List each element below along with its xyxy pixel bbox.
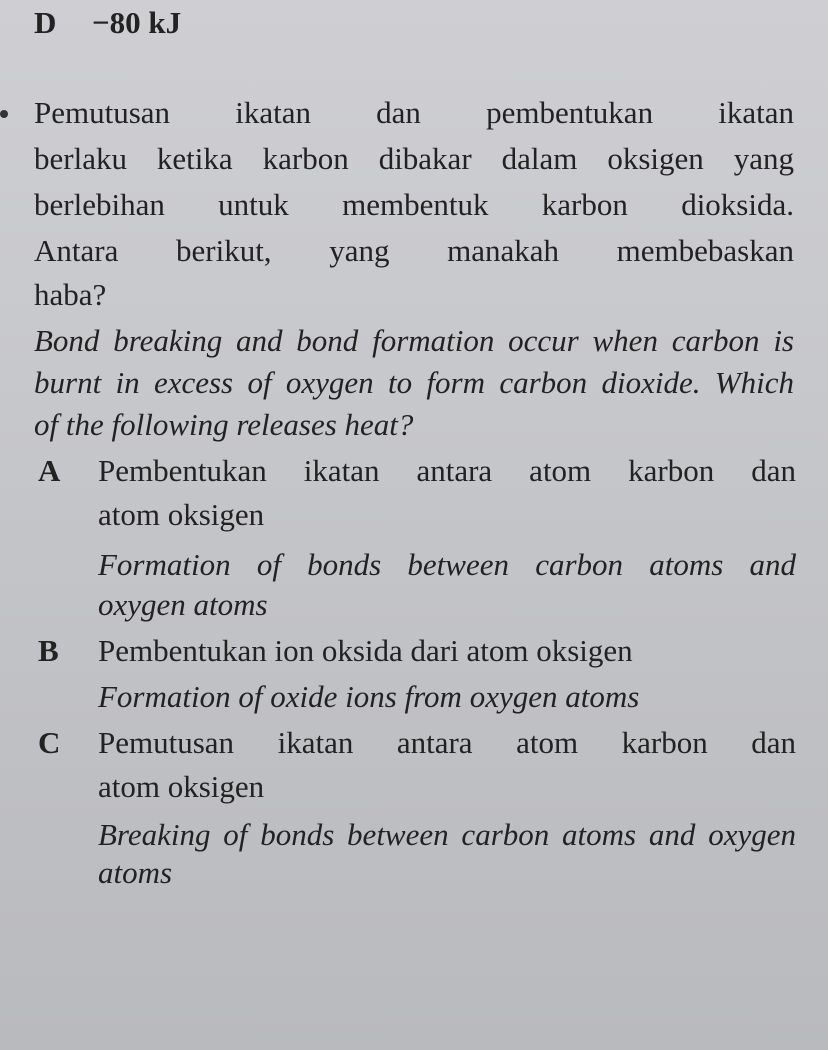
option-a-malay-line-2: atom oksigen <box>98 497 265 532</box>
question-english-line-2: burnt in excess of oxygen to form carbon dioxide. Which <box>34 365 794 400</box>
option-a-english-line-2: oxygen atoms <box>98 587 268 622</box>
option-c-english-line-2: atoms <box>98 855 173 890</box>
option-a-english-line-1: Formation of bonds between carbon atoms and <box>98 547 796 582</box>
option-b-english-line-1: Formation of oxide ions from oxygen atoms <box>98 679 640 714</box>
option-c-english-line-1: Breaking of bonds between carbon atoms and oxygen <box>98 817 796 852</box>
option-a-letter: A <box>38 453 61 488</box>
question-malay-line-4: Antara berikut, yang manakah membebaskan <box>34 233 794 268</box>
option-d-text: −80 kJ <box>92 5 182 40</box>
question-malay-line-2: berlaku ketika karbon dibakar dalam oksigen yang <box>34 141 794 176</box>
option-c-malay-line-2: atom oksigen <box>98 769 265 804</box>
option-c-letter: C <box>38 725 61 760</box>
question-malay-line-3: berlebihan untuk membentuk karbon dioksida. <box>34 187 794 222</box>
question-malay-line-1: Pemutusan ikatan dan pembentukan ikatan <box>34 95 794 130</box>
option-a-malay-line-1: Pembentukan ikatan antara atom karbon dan <box>98 453 796 488</box>
question-english-line-3: of the following releases heat? <box>34 407 414 442</box>
question-malay-line-5: haba? <box>34 277 107 312</box>
option-b-malay-line-1: Pembentukan ion oksida dari atom oksigen <box>98 633 633 668</box>
question-english-line-1: Bond breaking and bond formation occur when carbon is <box>34 323 794 358</box>
option-d-letter: D <box>34 5 57 40</box>
option-c-malay-line-1: Pemutusan ikatan antara atom karbon dan <box>98 725 796 760</box>
option-b-letter: B <box>38 633 59 668</box>
question-bullet <box>0 110 8 118</box>
